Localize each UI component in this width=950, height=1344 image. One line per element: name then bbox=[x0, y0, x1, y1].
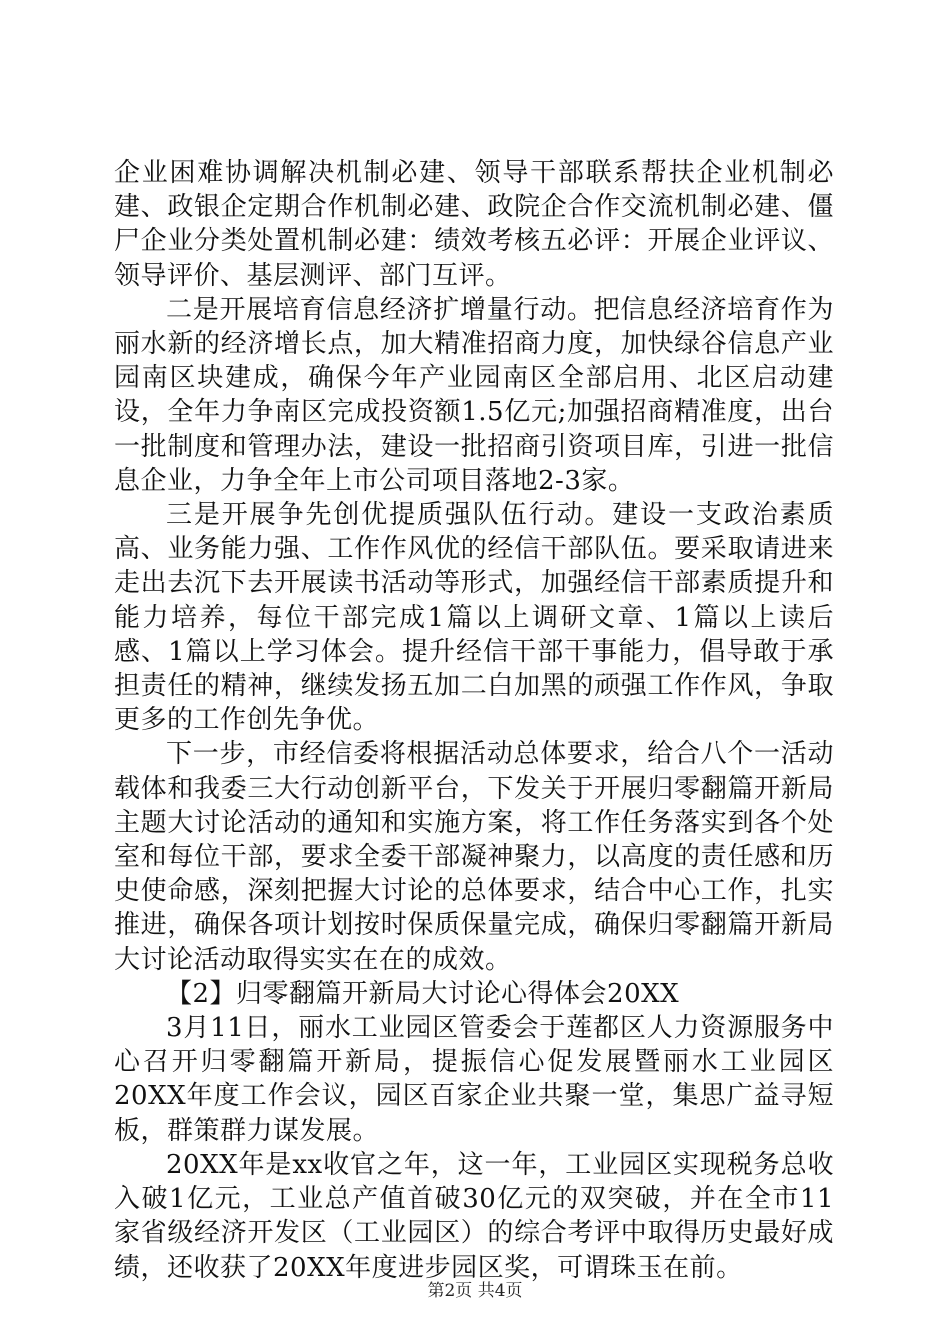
paragraph-next-step: 下一步，市经信委将根据活动总体要求，给合八个一活动载体和我委三大行动创新平台，下发关于开展归零翻篇开新局主题大讨论活动的通知和实施方案，将工作任务落实到各个处室和每位干部，要求全委干部凝神聚力，以高度的责任感和历史使命感，深刻把握大讨论的总体要求，结合中心工作，扎实推进，确保各项计划按时保质保量完成，确保归零翻篇开新局大讨论活动取得实实在在的成效。 bbox=[114, 739, 834, 975]
section-heading: 【2】归零翻篇开新局大讨论心得体会20XX bbox=[166, 978, 680, 1009]
paragraph-meeting: 3月11日，丽水工业园区管委会于莲都区人力资源服务中心召开归零翻篇开新局，提振信心促发展暨丽水工业园区20XX年度工作会议，园区百家企业共聚一堂，集思广益寻短板，群策群力谋发展。 bbox=[114, 1013, 834, 1146]
paragraph-action-two: 二是开展培育信息经济扩增量行动。把信息经济培育作为丽水新的经济增长点，加大精准招商力度，加快绿谷信息产业园南区块建成，确保今年产业园南区全部启用、北区启动建设，全年力争南区完成投资额1.5亿元;加强招商精准度，出台一批制度和管理办法，建设一批招商引资项目库，引进一批信息企业，力争全年上市公司项目落地2-3家。 bbox=[114, 294, 834, 496]
document-body bbox=[114, 156, 834, 1285]
paragraph-continuation: 企业困难协调解决机制必建、领导干部联系帮扶企业机制必建、政银企定期合作机制必建、政院企合作交流机制必建、僵尸企业分类处置机制必建：绩效考核五必评：开展企业评议、领导评价、基层测评、部门互评。 bbox=[114, 158, 834, 291]
page-footer: 第2页 共4页 bbox=[427, 1281, 523, 1301]
paragraph-achievements: 20XX年是xx收官之年，这一年，工业园区实现税务总收入破1亿元，工业总产值首破30亿元的双突破，并在全市11家省级经济开发区（工业园区）的综合考评中取得历史最好成绩，还收获了20XX年度进步园区奖，可谓珠玉在前。 bbox=[114, 1149, 834, 1283]
paragraph-action-three: 三是开展争先创优提质强队伍行动。建设一支政治素质高、业务能力强、工作作风优的经信干部队伍。要采取请进来走出去沉下去开展读书活动等形式，加强经信干部素质提升和能力培养，每位干部完成1篇以上调研文章、1篇以上读后感、1篇以上学习体会。提升经信干部干事能力，倡导敢于承担责任的精神，继续发扬五加二白加黑的顽强工作作风，争取更多的工作创先争优。 bbox=[114, 500, 834, 736]
